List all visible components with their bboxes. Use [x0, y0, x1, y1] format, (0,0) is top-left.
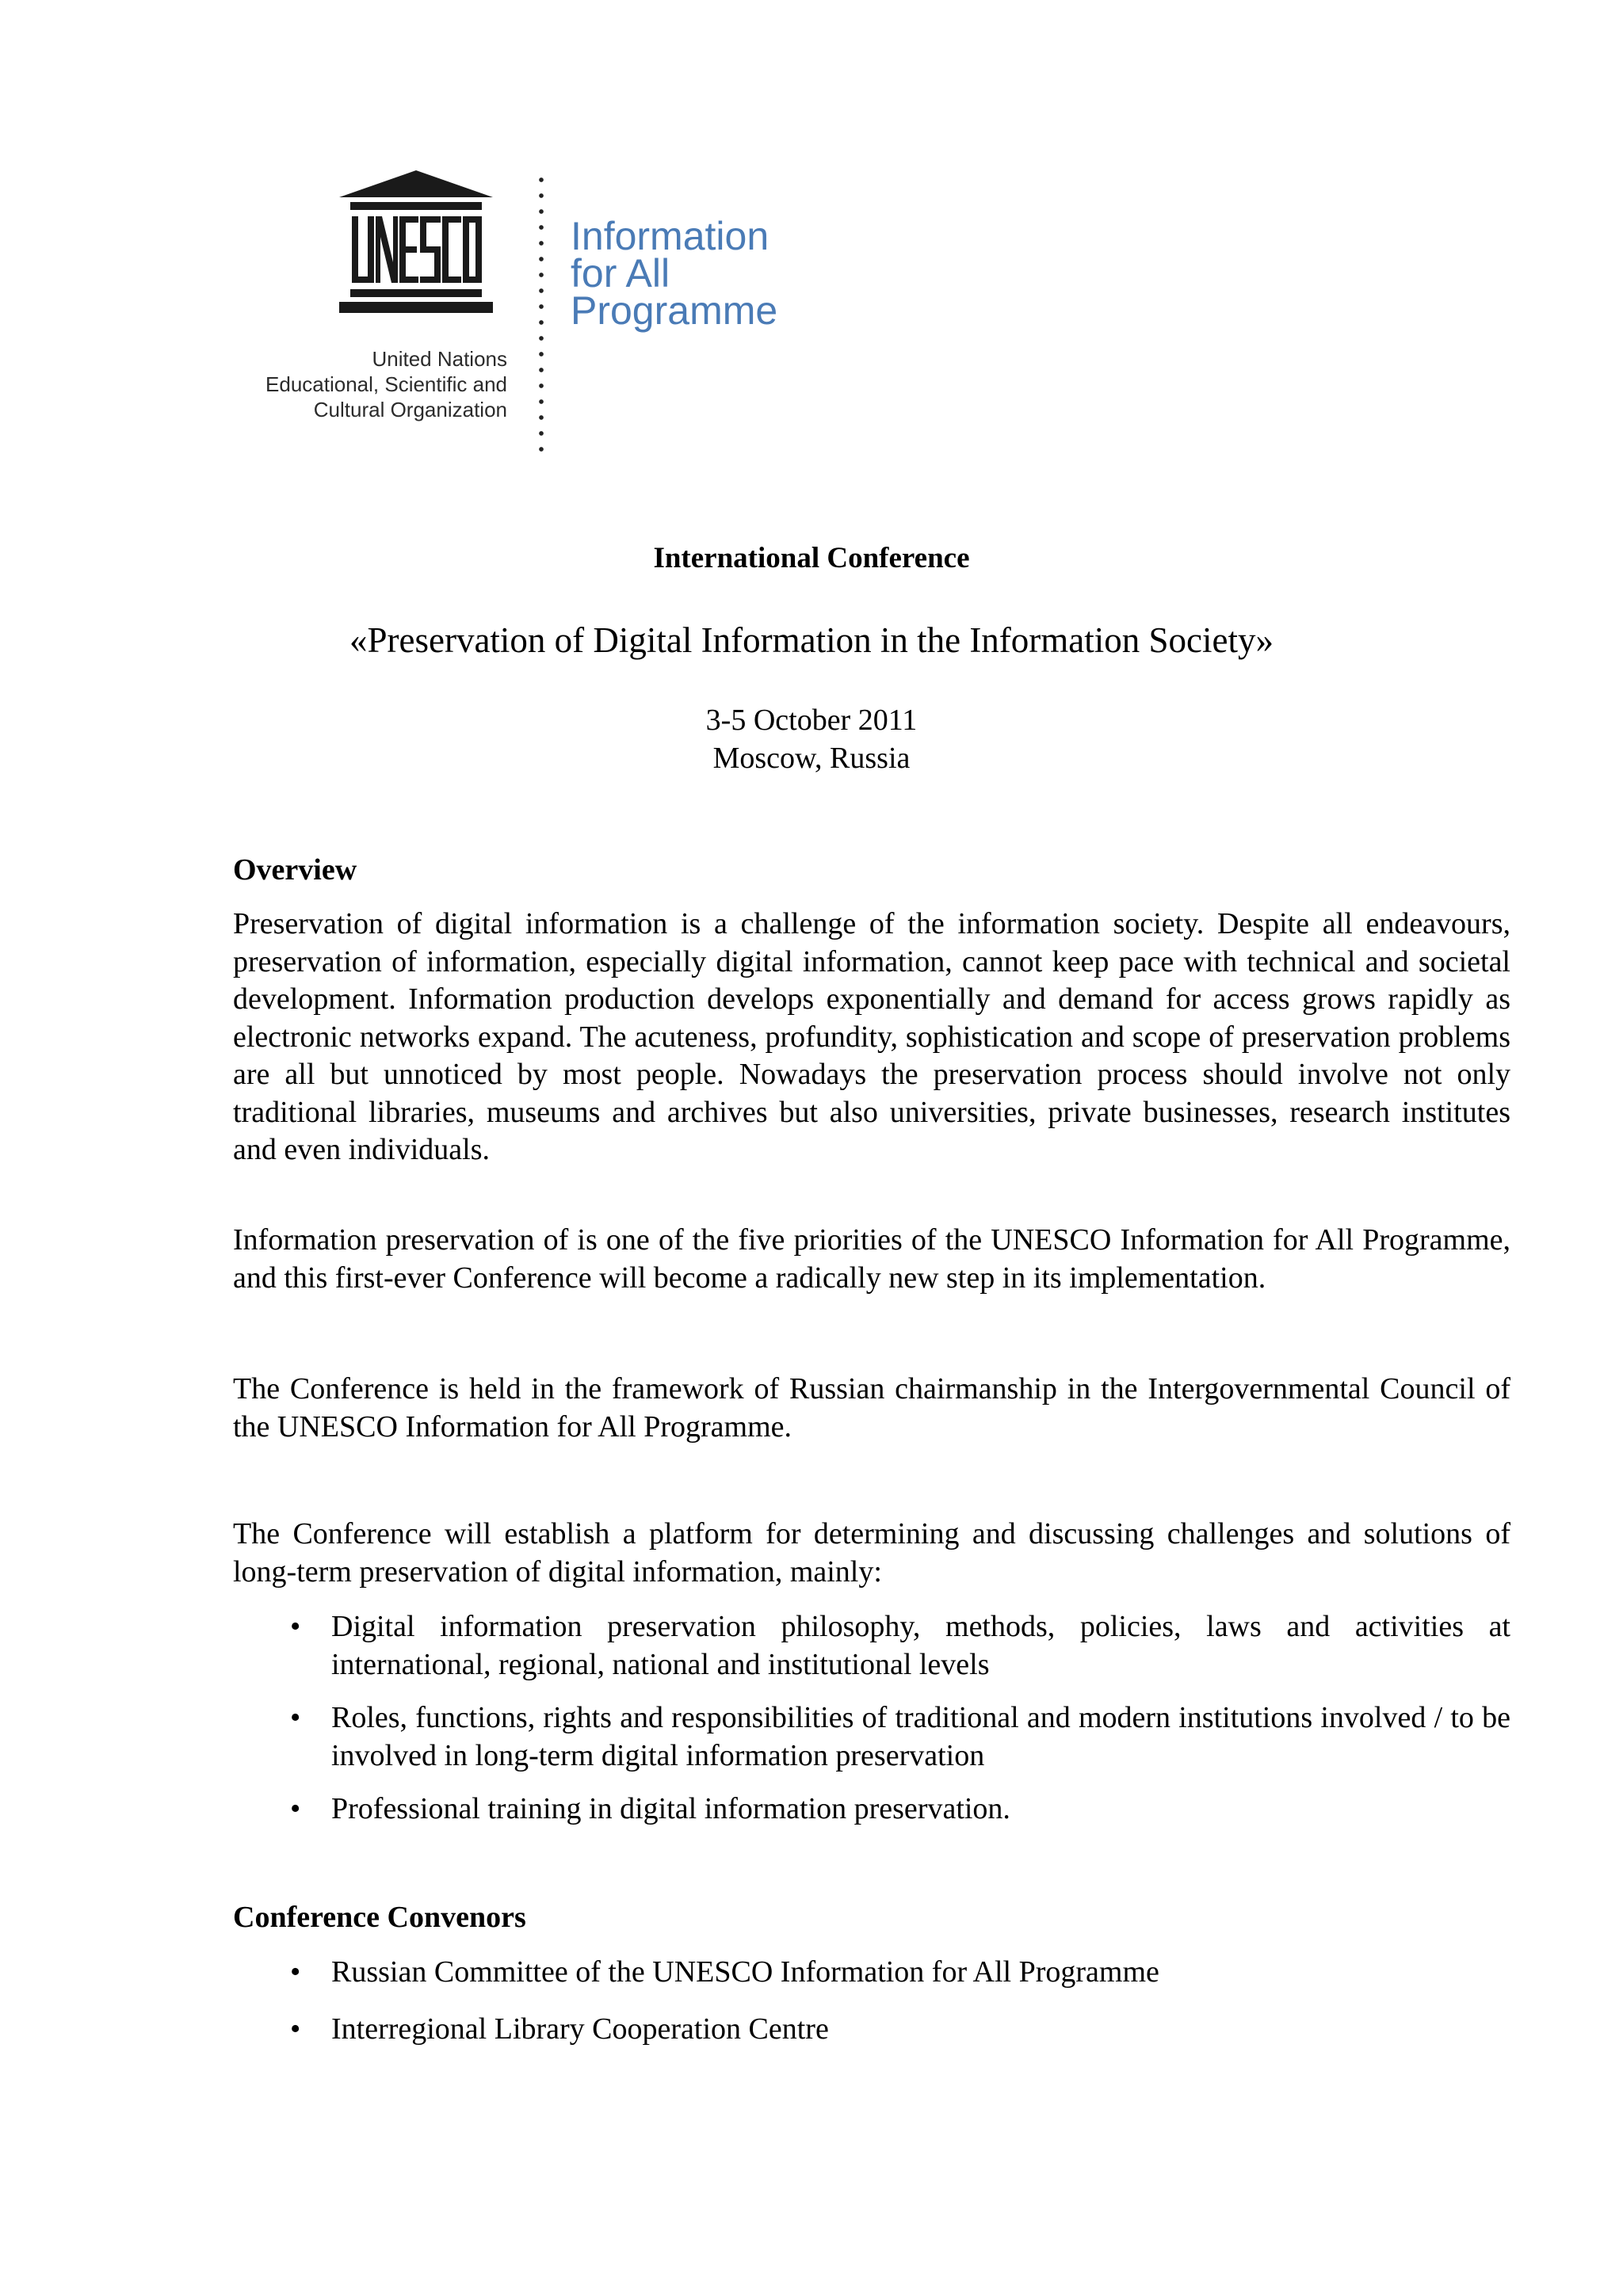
- bullet-icon: •: [290, 1701, 301, 1734]
- list-item-text: Digital information preservation philosophy, methods, policies, laws and activities at international, regional, national and institutional levels: [331, 1610, 1510, 1681]
- overview-paragraph: The Conference will establish a platform for determining and discussing challenges and solutions of long-term preservation of digital information, mainly:: [233, 1517, 1510, 1589]
- conference-location: Moscow, Russia: [712, 742, 911, 775]
- list-item: [233, 1954, 1510, 1992]
- conference-label: International Conference: [653, 542, 970, 574]
- bullet-icon: •: [290, 1792, 301, 1825]
- list-item-text: Roles, functions, rights and responsibilities of traditional and modern institutions involved / to be involved in long-term digital information preservation: [331, 1701, 1510, 1772]
- list-item-text: Professional training in digital information preservation.: [331, 1792, 1010, 1825]
- programme-line: Programme: [571, 288, 778, 333]
- logo-dotted-divider: [538, 172, 544, 461]
- unesco-temple-icon: [333, 170, 499, 329]
- list-item: [233, 1791, 1510, 1829]
- org-name-line: Educational, Scientific and: [265, 372, 507, 396]
- org-name-line: Cultural Organization: [313, 398, 507, 421]
- list-item-text: Interregional Library Cooperation Centre: [331, 2012, 829, 2046]
- unesco-org-name: [238, 346, 507, 422]
- overview-heading: Overview: [233, 853, 357, 887]
- bullet-icon: •: [290, 2012, 301, 2046]
- overview-paragraph: Information preservation of is one of the five priorities of the UNESCO Information for All Programme, and this first-ever Conference will become a radically new step in its implementation.: [233, 1223, 1510, 1295]
- bullet-icon: •: [290, 1955, 301, 1989]
- overview-paragraph: Preservation of digital information is a challenge of the information society. Despite all endeavours, preservation of information, especially digital information, cannot keep pace with technical and societal development. Information production develops exponentially and demand for access grows rapidly as electronic networks expand. The acuteness, profundity, sophistication and scope of preservation problems are all but unnoticed by most people. Nowadays the preservation process should involve not only traditional libraries, museums and archives but also universities, private businesses, research institutes and even individuals.: [233, 907, 1510, 1166]
- org-name-line: United Nations: [372, 347, 507, 371]
- convenors-heading: Conference Convenors: [233, 1901, 526, 1934]
- ifap-programme-name: [571, 214, 778, 333]
- list-item: [233, 1608, 1510, 1684]
- conference-meta: [0, 701, 1623, 777]
- list-item: [233, 2011, 1510, 2049]
- list-item-text: Russian Committee of the UNESCO Information for All Programme: [331, 1955, 1159, 1989]
- unesco-ifap-logo: [238, 170, 792, 463]
- conference-title: «Preservation of Digital Information in the Information Society»: [349, 620, 1274, 660]
- conference-dates: 3-5 October 2011: [705, 704, 918, 737]
- list-item: [233, 1699, 1510, 1775]
- topics-list: [233, 1608, 1510, 1829]
- bullet-icon: •: [290, 1610, 301, 1643]
- overview-paragraph: The Conference is held in the framework of Russian chairmanship in the Intergovernmental Council of the UNESCO Information for All Programme.: [233, 1372, 1510, 1444]
- programme-line: for All: [571, 251, 670, 296]
- convenors-list: [233, 1954, 1510, 2048]
- programme-line: Information: [571, 214, 769, 258]
